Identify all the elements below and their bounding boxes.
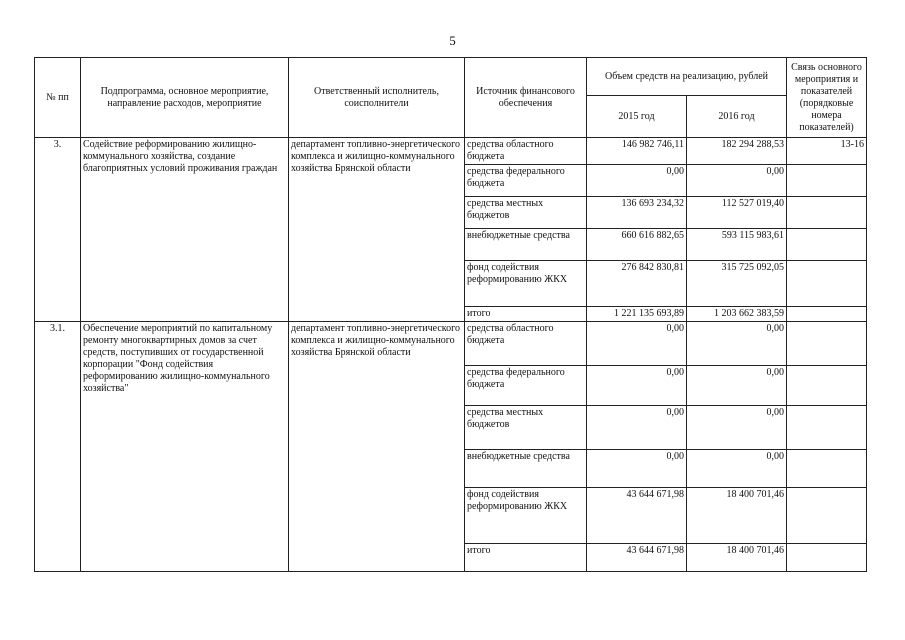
table-row [35, 322, 867, 366]
row-value-2015: 136 693 234,32 [587, 197, 687, 229]
header-num: № пп [35, 58, 81, 138]
header-link: Связь основного мероприятия и показателей (порядковые номера показателей) [787, 58, 867, 138]
row-value-2015: 0,00 [587, 165, 687, 197]
row-link-empty [787, 165, 867, 197]
row-value-2015: 276 842 830,81 [587, 261, 687, 307]
row-source: внебюджетные средства [465, 229, 587, 261]
row-value-2016: 0,00 [687, 450, 787, 488]
row-link-empty [787, 261, 867, 307]
row-link-empty [787, 488, 867, 544]
row-num: 3. [35, 138, 81, 322]
row-link-empty [787, 307, 867, 322]
row-value-2016: 0,00 [687, 406, 787, 450]
row-value-2015: 660 616 882,65 [587, 229, 687, 261]
row-source: внебюджетные средства [465, 450, 587, 488]
row-value-2016: 0,00 [687, 165, 787, 197]
row-source: средства местных бюджетов [465, 197, 587, 229]
row-total-2015: 43 644 671,98 [587, 544, 687, 572]
row-source: средства местных бюджетов [465, 406, 587, 450]
row-value-2016: 593 115 983,61 [687, 229, 787, 261]
row-program: Обеспечение мероприятий по капитальному ремонту многоквартирных домов за счет средств, поступивших от государственной корпорации "Фонд содействия реформированию жилищно-коммунального хозяйства" [81, 322, 289, 572]
row-num: 3.1. [35, 322, 81, 572]
header-source: Источник финансового обеспечения [465, 58, 587, 138]
row-source: средства федерального бюджета [465, 366, 587, 406]
row-link-empty [787, 450, 867, 488]
page-number: 5 [449, 33, 456, 48]
header-year-2016: 2016 год [687, 96, 787, 138]
row-link: 13-16 [787, 138, 867, 165]
header-program: Подпрограмма, основное мероприятие, направление расходов, мероприятие [81, 58, 289, 138]
row-value-2015: 0,00 [587, 322, 687, 366]
row-link-empty [787, 322, 867, 366]
row-executor: департамент топливно-энергетического комплекса и жилищно-коммунального хозяйства Брянской области [289, 138, 465, 322]
header-year-2015: 2015 год [587, 96, 687, 138]
row-source-total: итого [465, 544, 587, 572]
row-value-2015: 146 982 746,11 [587, 138, 687, 165]
row-source: средства федерального бюджета [465, 165, 587, 197]
row-value-2016: 18 400 701,46 [687, 488, 787, 544]
row-total-2015: 1 221 135 693,89 [587, 307, 687, 322]
row-link-empty [787, 544, 867, 572]
header-executor: Ответственный исполнитель, соисполнители [289, 58, 465, 138]
row-source: средства областного бюджета [465, 322, 587, 366]
row-source: фонд содействия реформированию ЖКХ [465, 261, 587, 307]
row-source: фонд содействия реформированию ЖКХ [465, 488, 587, 544]
row-program: Содействие реформированию жилищно-коммунального хозяйства, создание благоприятных условий проживания граждан [81, 138, 289, 322]
table-row [35, 138, 867, 165]
row-link-empty [787, 229, 867, 261]
row-value-2016: 112 527 019,40 [687, 197, 787, 229]
row-value-2015: 0,00 [587, 366, 687, 406]
row-value-2015: 0,00 [587, 406, 687, 450]
row-value-2016: 0,00 [687, 322, 787, 366]
header-volume: Объем средств на реализацию, рублей [587, 58, 787, 96]
row-total-2016: 18 400 701,46 [687, 544, 787, 572]
row-value-2016: 182 294 288,53 [687, 138, 787, 165]
row-link-empty [787, 366, 867, 406]
row-total-2016: 1 203 662 383,59 [687, 307, 787, 322]
row-value-2016: 315 725 092,05 [687, 261, 787, 307]
row-link-empty [787, 197, 867, 229]
row-executor: департамент топливно-энергетического комплекса и жилищно-коммунального хозяйства Брянской области [289, 322, 465, 572]
row-value-2015: 43 644 671,98 [587, 488, 687, 544]
row-source: средства областного бюджета [465, 138, 587, 165]
row-value-2015: 0,00 [587, 450, 687, 488]
row-value-2016: 0,00 [687, 366, 787, 406]
row-link-empty [787, 406, 867, 450]
row-source-total: итого [465, 307, 587, 322]
budget-table [34, 57, 867, 572]
